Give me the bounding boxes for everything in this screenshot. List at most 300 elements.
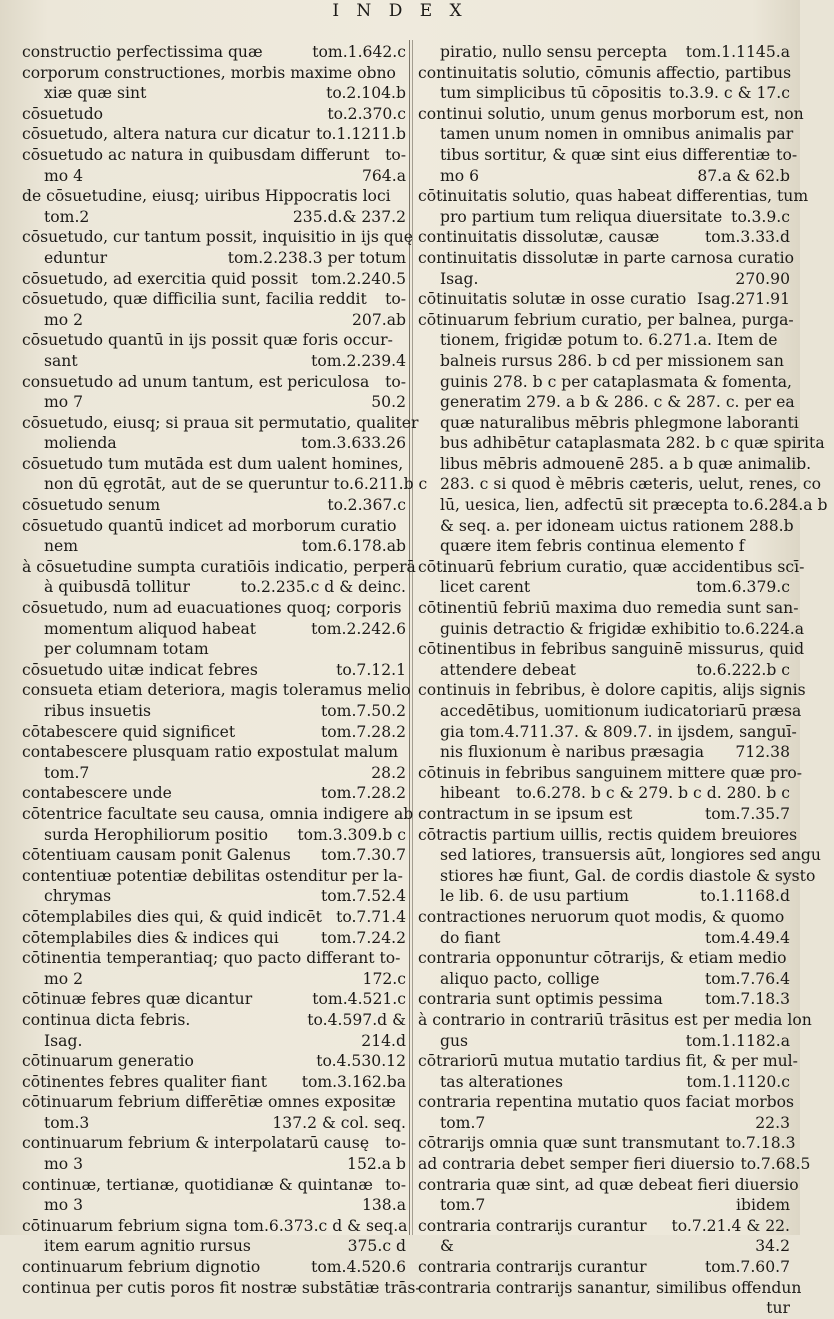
entry-reference [400,742,406,763]
entry-reference: 764.a [361,166,406,185]
index-entry-line [418,310,794,331]
entry-text: molienda [44,434,117,453]
index-entry-line [22,969,406,990]
entry-reference [804,104,810,125]
index-entry-line [418,1236,790,1257]
entry-reference: Isag.271.91 [697,290,790,309]
entry-text: contraria sunt optimis pessima [418,990,663,1009]
entry-text: contraria contrarijs curantur [418,1216,647,1235]
entry-text: cōsuetudo quantū indicet ad morborum curatio [22,516,397,535]
entry-text: hibeant [440,784,500,803]
index-entry-line [22,289,406,310]
entry-text: cōtemplabiles dies & indices qui [22,928,279,947]
entry-reference [799,1175,805,1196]
entry-text: momentum aliquod habeat [44,619,257,638]
entry-text: & [440,1237,454,1256]
entry-reference [400,639,406,660]
entry-reference: tom.4.49.4 [705,928,790,947]
entry-text: tum simplicibus tū cōpositis [440,84,662,103]
entry-reference: to.2.104.b [326,84,406,103]
entry-text: piratio, nullo sensu percepta [440,43,668,61]
index-entry-line [22,660,406,681]
entry-text: cōtemplabiles dies qui, & quid indicēt [22,907,322,926]
entry-text: nis fluxionum è naribus præsagia [440,743,705,762]
entry-reference [797,722,803,743]
index-entry-line [22,392,406,413]
index-entry-line [418,763,803,784]
entry-reference [794,248,800,269]
entry-reference [799,598,805,619]
entry-text: mo 3 [44,1196,84,1215]
entry-text: cōsuetudo, ad exercitia quid possit [22,269,298,288]
entry-reference [798,1051,804,1072]
entry-reference: tom.7.30.7 [321,846,406,865]
entry-reference: 87.a & 62.b [697,166,790,185]
index-entry-line [22,166,406,187]
entry-text: mo 4 [44,166,84,185]
index-entry-line [22,722,406,743]
index-entry-line [22,372,406,393]
entry-text: contraria contrarijs curantur [418,1258,647,1277]
entry-reference: tom.6.178.ab [301,537,406,556]
entry-reference: tom.7.18.3 [705,990,790,1009]
entry-reference [794,516,800,537]
entry-reference: tom.7.76.4 [705,969,790,988]
entry-text: accedētibus, uomitionum iudicatoriarū præsa [440,702,802,720]
index-entry-line [22,928,406,949]
entry-reference: to- [385,372,406,391]
index-entry-line [418,825,798,846]
index-entry-line [22,866,406,887]
entry-text: ribus insuetis [44,702,151,720]
entry-text: cōtinuarum febrium signa [22,1216,228,1235]
index-entry-line [418,948,790,969]
page-header: I N D E X [332,1,468,21]
entry-text: cōsuetudo quantū in ijs possit quæ foris occur- [22,331,393,350]
entry-text: mo 3 [44,1155,84,1174]
entry-text: licet carent [440,578,531,597]
entry-text: pro partium tum reliqua diuersitate [440,207,723,226]
entry-reference: to.3.9. c & 17.c [668,84,790,103]
entry-text: quære item febris continua elemento f [440,537,745,556]
index-entry-line [418,207,790,228]
entry-text: guinis 278. b c per cataplasmata & fomenta, [440,372,792,391]
entry-reference: tom.2.239.4 [311,351,406,370]
entry-reference: to- [385,1175,406,1194]
index-entry-line [418,372,790,393]
entry-reference: 270.90 [735,269,790,288]
index-entry-line [22,330,406,351]
index-entry-line [418,83,790,104]
index-entry-line [418,454,812,475]
entry-reference: 207.ab [352,310,406,329]
entry-text: contabescere unde [22,784,172,803]
entry-text: cōsuetudo, altera natura cur dicatur [22,125,310,144]
entry-text: à cōsuetudine sumpta curatiōis indicatio, perperā [22,557,416,576]
entry-text: eduntur [44,248,108,267]
entry-text: mo 6 [440,166,480,185]
entry-text: bus adhibētur cataplasmata 282. b c quæ spirita [440,434,825,453]
entry-text: tom.2 [44,207,90,226]
entry-text: quæ naturalibus mēbris phlegmone laboranti [440,413,799,432]
index-entry-line [22,1072,406,1093]
entry-reference [784,536,790,557]
entry-reference: to.6.278. b c & 279. b c d. 280. b c [516,784,790,803]
entry-text: continui solutio, unum genus morborum est, non [418,104,804,123]
entry-text: constructio perfectissima quæ [22,43,263,61]
index-entry-line [418,330,790,351]
entry-reference: tom.1.1145.a [685,43,790,61]
entry-text: cōtinentibus in febribus sanguinē missurus, quid [418,640,805,659]
entry-text: à quibusdā tollitur [44,578,190,597]
entry-text: cōtinuis in febribus sanguinem mittere quæ pro- [418,763,803,782]
entry-text: non dū ęgrotāt, aut de se queruntur to.6.211.b c [44,475,428,494]
column-divider [409,40,410,1235]
index-entry-line [418,495,828,516]
entry-text: ad contraria debet semper fieri diuersio [418,1155,735,1174]
entry-text: tom.3 [44,1113,90,1132]
index-entry-line [418,680,806,701]
entry-reference [794,310,800,331]
entry-reference: ibidem [736,1196,790,1215]
entry-text: Isag. [440,269,479,288]
entry-reference: tom.7.60.7 [705,1258,790,1277]
entry-text: cōtinuarum generatio [22,1052,194,1071]
index-entry-line [418,269,790,290]
entry-reference [791,63,797,84]
index-entry-line [22,104,406,125]
entry-text: cōtrariorū mutua mutatio tardius fit, & per mul- [418,1052,798,1071]
entry-text: lū, uesica, lien, adfectū sit præcepta to.6.284.a b [440,496,828,515]
entry-text: cōtrarijs omnia quæ sunt transmutant [418,1134,720,1153]
index-entry-line [22,1092,406,1113]
entry-reference [804,619,810,640]
entry-reference [801,1278,807,1299]
index-entry-line [418,1072,790,1093]
index-entry-line [22,1010,406,1031]
entry-reference: 235.d.& 237.2 [292,207,406,226]
entry-text: cōtentrice facultate seu causa, omnia indigere ab [22,804,414,823]
index-entry-line [418,248,795,269]
entry-reference: 50.2 [371,393,406,412]
entry-reference [784,351,790,372]
index-entry-line [22,227,414,248]
entry-text: contractum in se ipsum est [418,804,633,823]
entry-reference: tom.7.28.2 [321,722,406,741]
entry-reference: tom.3.33.d [704,228,790,247]
index-entry-line [22,907,406,928]
entry-text: & seq. a. per idoneam uictus rationem 288.b [440,516,794,535]
entry-reference: to.7.21.4 & 22. [671,1216,790,1235]
entry-text: cōtinuitatis solutæ in osse curatio [418,290,687,309]
entry-reference: 22.3 [755,1113,790,1132]
entry-text: surda Herophiliorum positio [44,825,269,844]
entry-reference: to.1.1168.d [700,887,790,906]
index-entry-line [418,660,790,681]
entry-reference [410,680,416,701]
entry-text: à contrario in contrariū trāsitus est per media lon [418,1010,812,1029]
entry-reference: tom.6.373.c d & seq.a [233,1216,408,1235]
index-entry-line [22,207,406,228]
entry-reference [793,124,799,145]
index-entry-line [22,83,406,104]
entry-reference: 152.a b [347,1155,406,1174]
index-entry-line [22,639,406,660]
entry-text: 283. c si quod è mēbris cæteris, uelut, renes, co [440,475,821,494]
index-entry-line [418,516,794,537]
entry-reference: tom.7.35.7 [705,804,790,823]
entry-text: contraria repentina mutatio quos faciat morbos [418,1093,795,1112]
entry-reference [787,948,793,969]
index-entry-line [22,1195,406,1216]
entry-text: consuetudo ad unum tantum, est periculosa [22,372,370,391]
entry-reference: to- [385,290,406,309]
entry-text: mo 2 [44,310,84,329]
entry-reference: to- [776,145,798,164]
index-entry-line [418,1257,790,1278]
entry-text: continuæ, tertianæ, quotidianæ & quintanæ [22,1175,373,1194]
entry-text: continuarum febrium & interpolatarū causę [22,1134,370,1153]
entry-reference: to.7.71.4 [336,907,406,926]
entry-text: stiores hæ fiunt, Gal. de cordis diastole & systo [440,866,816,885]
entry-reference [400,186,406,207]
index-entry-line [22,474,428,495]
entry-text: cōsuetudo tum mutāda est dum ualent homines, [22,454,404,473]
index-entry-line [418,1278,802,1299]
index-entry-line [22,413,419,434]
entry-reference: 34.2 [755,1237,790,1256]
entry-reference: 172.c [362,969,406,988]
index-entry-line [22,680,411,701]
entry-text: gia tom.4.711.37. & 809.7. in ijsdem, sanguī- [440,722,797,741]
index-entry-line [418,1113,790,1134]
entry-text: cōsuetudo [22,104,104,123]
index-entry-line [22,619,406,640]
index-entry-line [22,886,406,907]
entry-text: cōtinuæ febres quæ dicantur [22,990,253,1009]
index-entry-line [418,886,790,907]
index-entry-line [22,454,406,475]
entry-text: generatim 279. a b & 286. c & 287. c. per ea [440,393,795,412]
index-entry-line [418,619,805,640]
entry-text: contentiuæ potentiæ debilitas ostenditur per la- [22,866,403,885]
index-entry-line [418,722,797,743]
entry-reference: tom.7.50.2 [321,702,406,720]
index-entry-line [22,742,406,763]
entry-text: sed latiores, transuersis aūt, longiores sed angu [440,846,821,865]
entry-text: tas alterationes [440,1072,563,1091]
index-entry-line [418,866,816,887]
index-entry-line [418,989,790,1010]
index-entry-line [22,804,414,825]
entry-reference [804,557,810,578]
entry-text: cōtinuarum febrium differētiæ omnes expositæ [22,1093,396,1112]
entry-reference [815,866,821,887]
index-entry-line [418,433,825,454]
entry-text: do fiant [440,928,501,947]
entry-reference: 137.2 & col. seq. [272,1113,406,1132]
entry-text: continuitatis dissolutæ, causæ [418,228,660,247]
index-entry-line [418,1216,790,1237]
entry-text: cōtinentes febres qualiter fiant [22,1072,267,1091]
entry-reference [804,639,810,660]
entry-text: cōtabescere quid significet [22,722,236,741]
entry-text: tom.7 [440,1113,486,1132]
entry-text: cōsuetudo, cur tantum possit, inquisitio in ijs quę [22,228,414,247]
index-entry-line [418,392,795,413]
entry-reference [400,330,406,351]
entry-reference [795,392,801,413]
entry-text: aliquo pacto, collige [440,969,600,988]
entry-text: consueta etiam deteriora, magis toleramus melio [22,681,411,700]
entry-reference: to- [385,145,406,164]
entry-text: per columnam totam [44,640,209,659]
entry-reference [825,433,831,454]
index-entry-line [418,557,805,578]
index-entry-line [418,1175,799,1196]
index-entry-line [418,227,790,248]
index-entry-line [418,969,790,990]
entry-reference [802,763,808,784]
index-entry-line [418,1010,812,1031]
index-entry-line [22,1051,406,1072]
entry-reference: tom.7.24.2 [321,928,406,947]
index-entry-line [22,1113,406,1134]
entry-reference: tom.4.520.6 [311,1258,406,1277]
entry-text: cōsuetudo, quæ difficilia sunt, facilia reddit [22,290,367,309]
index-entry-line [418,166,790,187]
entry-reference [801,701,807,722]
entry-reference [821,474,827,495]
entry-text: continua per cutis poros fit nostræ substātiæ trās- [22,1278,421,1297]
index-entry-line [22,63,406,84]
entry-reference: to.7.68.5 [740,1155,811,1174]
entry-reference: tom.1.642.c [312,43,406,61]
entry-text: contraria contrarijs sanantur, similibus offendun [418,1278,802,1297]
entry-reference: to.7.12.1 [336,660,406,679]
entry-text: nem [44,537,79,556]
index-entry-line [418,104,804,125]
entry-text: cōsuetudo, num ad euacuationes quoq; corporis [22,599,402,618]
index-entry-line [22,1236,406,1257]
entry-text: tom.7 [440,1196,486,1215]
entry-text: gus [440,1031,469,1050]
index-entry-line [22,1216,406,1237]
index-entry-line [22,948,406,969]
index-entry-line [22,495,406,516]
index-entry-line [22,577,406,598]
index-entry-line [418,1133,796,1154]
entry-text: le lib. 6. de usu partium [440,887,629,906]
entry-reference [808,186,814,207]
entry-text: continuitatis dissolutæ in parte carnosa curatio [418,248,795,267]
index-entry-line [418,1092,795,1113]
entry-text: Isag. [44,1031,83,1050]
entry-text: sant [44,351,78,370]
index-entry-line [418,186,809,207]
index-entry-line [418,639,805,660]
entry-reference [400,948,406,969]
entry-reference: 28.2 [371,763,406,782]
entry-reference: 138.a [361,1196,406,1215]
index-entry-line [22,186,406,207]
entry-text: libus mēbris admouenē 285. a b quæ animalib. [440,454,812,473]
entry-reference: to.4.597.d & [307,1010,406,1029]
entry-reference: tom.7.52.4 [321,887,406,906]
left-column [22,42,428,1297]
entry-text: cōtinuitatis solutio, quas habeat differentias, tum [418,187,809,206]
entry-reference [794,1092,800,1113]
entry-reference [400,1092,406,1113]
index-entry-line [22,1031,406,1052]
entry-text: tamen unum nomen in omnibus animalis par [440,125,794,144]
index-entry-line [418,845,821,866]
entry-reference: to.4.530.12 [316,1052,406,1071]
index-entry-line [418,907,790,928]
entry-reference: to.2.367.c [327,496,406,515]
entry-reference: tom.3.309.b c [297,825,406,844]
entry-text: cōtentiuam causam ponit Galenus [22,846,291,865]
entry-reference [811,454,817,475]
entry-reference: 214.d [361,1031,406,1050]
index-entry-line [418,1298,790,1319]
entry-text: cōtinentiū febriū maxima duo remedia sunt san- [418,599,799,618]
index-entry-line [22,248,406,269]
entry-reference [784,907,790,928]
index-entry-line [418,928,790,949]
entry-text: corporum constructiones, morbis maxime obno [22,63,396,82]
index-entry-line [22,1175,406,1196]
entry-text: xiæ quæ sint [44,84,147,103]
entry-text: attendere debeat [440,660,576,679]
entry-reference [403,866,409,887]
entry-text: balneis rursus 286. b cd per missionem san [440,351,784,370]
column-divider-secondary [412,40,413,1235]
index-entry-line [418,536,790,557]
entry-reference: tom.3.633.26 [301,434,406,453]
index-entry-line [418,145,798,166]
index-entry-line [22,557,416,578]
entry-text: cōsuetudo, eiusq; si praua sit permutatio, qualiter [22,413,419,432]
entry-text: cōtinentia temperantiaq; quo pacto differant to- [22,949,401,968]
entry-reference [806,680,812,701]
entry-reference: tom.4.521.c [312,990,406,1009]
index-entry-line [22,763,406,784]
entry-text: contraria quæ sint, ad quæ debeat fieri diuersio [418,1175,799,1194]
index-entry-line [418,804,790,825]
entry-reference: tom.7.28.2 [321,784,406,803]
entry-reference: to.7.18.3 [725,1134,796,1153]
entry-text: item earum agnitio rursus [44,1237,251,1256]
entry-text: mo 2 [44,969,84,988]
entry-reference: tom.3.162.ba [301,1072,406,1091]
index-entry-line [418,413,799,434]
entry-text: guinis detractio & frigidæ exhibitio to.6.224.a [440,619,805,638]
entry-reference: to- [385,1134,406,1153]
index-entry-line [22,124,406,145]
entry-text: cōsuetudo uitæ indicat febres [22,660,258,679]
index-entry-line [22,701,406,722]
index-entry-line [418,63,790,84]
entry-reference [821,845,827,866]
entry-text: cōtinuarum febrium curatio, per balnea, purga- [418,310,794,329]
index-entry-line [418,783,790,804]
index-entry-line [22,42,406,63]
entry-text: continua dicta febris. [22,1010,191,1029]
entry-reference: tom.6.379.c [696,578,790,597]
index-entry-line [418,474,821,495]
entry-reference: tom.2.238.3 per totum [227,248,406,267]
